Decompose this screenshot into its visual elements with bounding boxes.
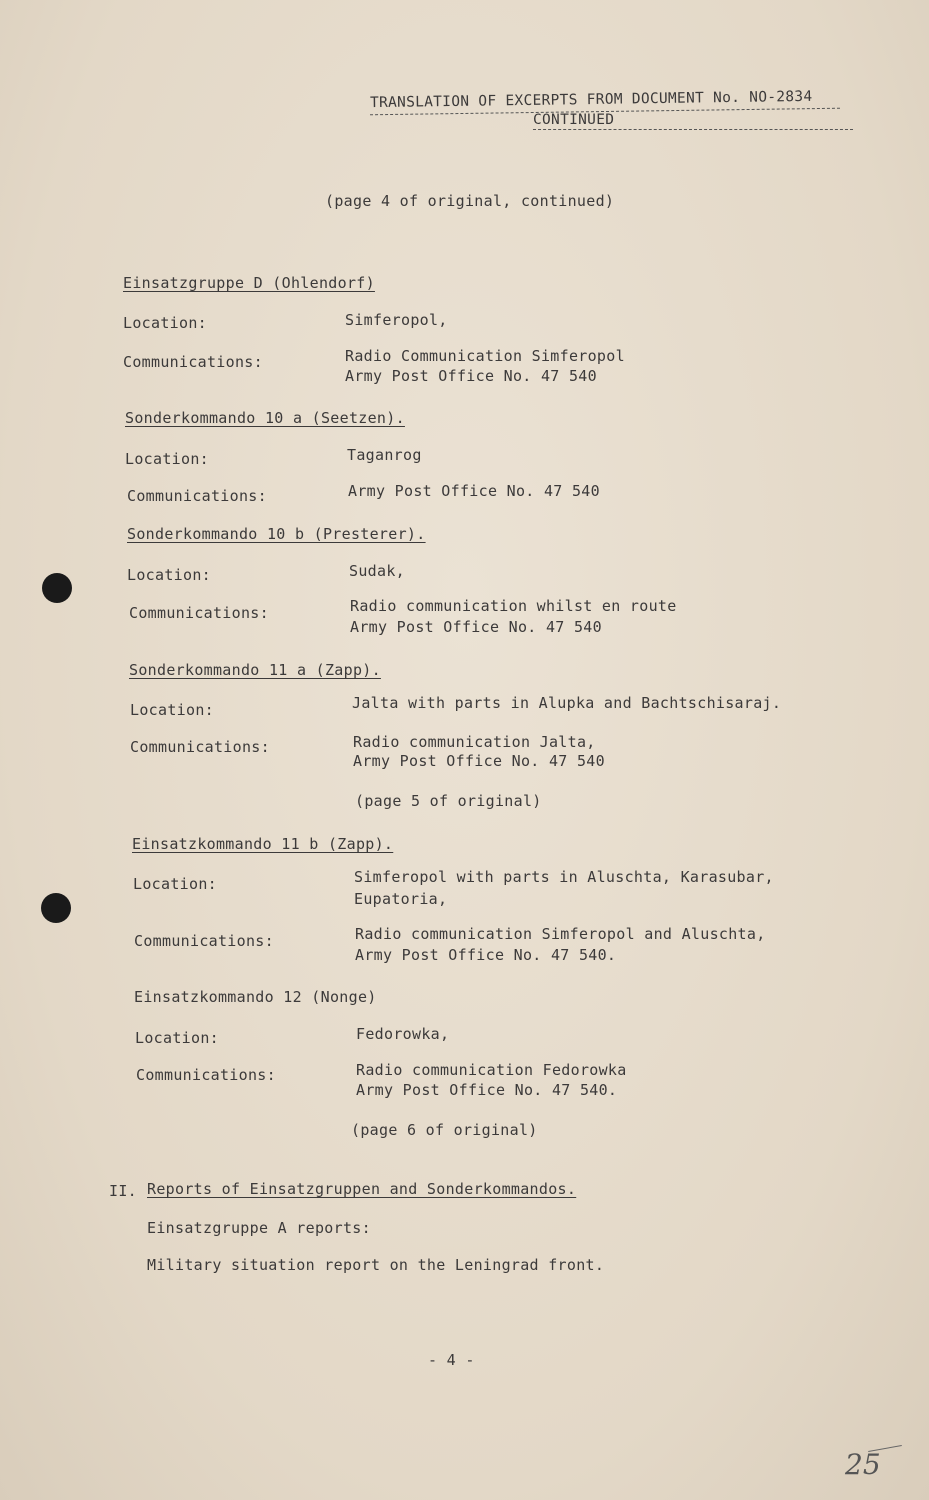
location-label: Location: xyxy=(125,450,209,468)
document-header-title: TRANSLATION OF EXCERPTS FROM DOCUMENT No. NO-2834 xyxy=(369,88,813,112)
location-label: Location: xyxy=(135,1029,219,1047)
communications-value: Army Post Office No. 47 540 xyxy=(353,752,605,770)
section-title-einsatzgruppe-d: Einsatzgruppe D (Ohlendorf) xyxy=(123,274,375,292)
part-line: Military situation report on the Leningrad front. xyxy=(147,1256,605,1274)
section-title-sonderkommando-10b: Sonderkommando 10 b (Presterer). xyxy=(127,525,426,543)
communications-value: Radio Communication Simferopol xyxy=(345,347,625,365)
communications-value: Army Post Office No. 47 540 xyxy=(350,618,602,636)
location-label: Location: xyxy=(133,875,217,893)
punch-hole xyxy=(42,573,72,603)
section-title-sonderkommando-11a: Sonderkommando 11 a (Zapp). xyxy=(129,661,381,679)
communications-value: Army Post Office No. 47 540 xyxy=(345,367,597,385)
location-value: Fedorowka, xyxy=(356,1025,450,1043)
communications-label: Communications: xyxy=(136,1066,276,1084)
location-value: Sudak, xyxy=(349,562,405,580)
communications-value: Radio communication whilst en route xyxy=(350,597,677,615)
location-value: Eupatoria, xyxy=(354,890,448,908)
location-label: Location: xyxy=(123,314,207,332)
communications-label: Communications: xyxy=(129,604,269,622)
header-continued-underline xyxy=(533,129,853,130)
section-title-einsatzkommando-11b: Einsatzkommando 11 b (Zapp). xyxy=(132,835,394,853)
location-label: Location: xyxy=(127,566,211,584)
communications-label: Communications: xyxy=(130,738,270,756)
part-title: Reports of Einsatzgruppen and Sonderkommandos. xyxy=(147,1180,577,1198)
communications-label: Communications: xyxy=(134,932,274,950)
communications-label: Communications: xyxy=(127,487,267,505)
location-value: Taganrog xyxy=(347,446,422,464)
page-number: - 4 - xyxy=(428,1351,475,1369)
communications-value: Radio communication Simferopol and Aluschta, xyxy=(355,925,766,943)
page-note-top: (page 4 of original, continued) xyxy=(325,192,615,210)
punch-hole xyxy=(41,893,71,923)
section-title-sonderkommando-10a: Sonderkommando 10 a (Seetzen). xyxy=(125,409,405,427)
page-note-5: (page 5 of original) xyxy=(355,792,542,810)
communications-value: Army Post Office No. 47 540 xyxy=(348,482,600,500)
section-title-einsatzkommando-12: Einsatzkommando 12 (Nonge) xyxy=(134,988,377,1006)
location-value: Jalta with parts in Alupka and Bachtschisaraj. xyxy=(352,694,782,712)
location-label: Location: xyxy=(130,701,214,719)
communications-value: Army Post Office No. 47 540. xyxy=(355,946,617,964)
communications-value: Army Post Office No. 47 540. xyxy=(356,1081,618,1099)
part-numeral: II. xyxy=(109,1182,137,1200)
communications-label: Communications: xyxy=(123,353,263,371)
location-value: Simferopol, xyxy=(345,311,448,329)
communications-value: Radio communication Jalta, xyxy=(353,733,596,751)
handwritten-page-number: 25 xyxy=(845,1448,881,1481)
location-value: Simferopol with parts in Aluschta, Karasubar, xyxy=(354,868,774,886)
part-line: Einsatzgruppe A reports: xyxy=(147,1219,371,1237)
communications-value: Radio communication Fedorowka xyxy=(356,1061,627,1079)
page-note-6: (page 6 of original) xyxy=(351,1121,538,1139)
document-header-continued: CONTINUED xyxy=(533,112,615,128)
